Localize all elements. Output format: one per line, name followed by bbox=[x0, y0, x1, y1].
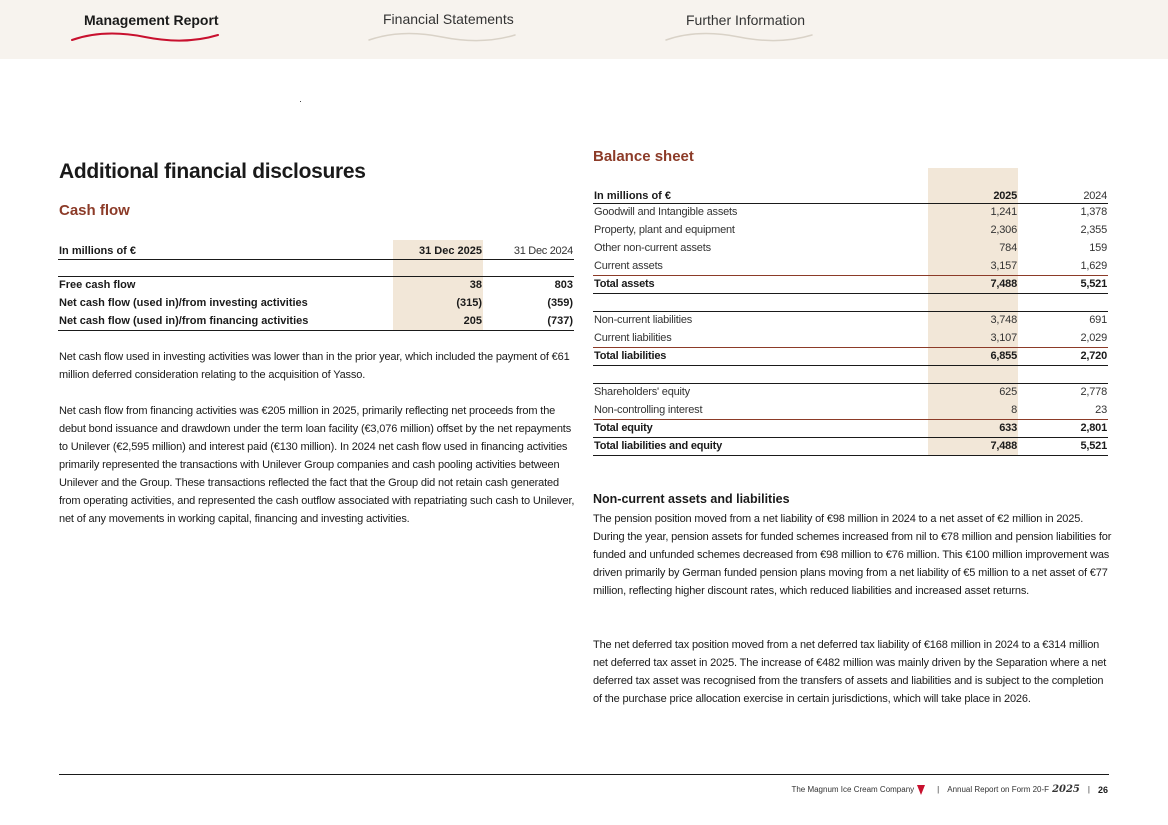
column-header-2025: 2025 bbox=[928, 168, 1018, 203]
tab-underline bbox=[367, 30, 517, 44]
row-value-2024: 23 bbox=[1095, 403, 1107, 416]
row-label: Non-current liabilities bbox=[593, 311, 928, 329]
row-label: Total liabilities and equity bbox=[593, 437, 928, 455]
tab-underline bbox=[664, 30, 814, 44]
row-value-2024: 2,029 bbox=[1080, 331, 1107, 344]
footer-separator: | bbox=[1087, 785, 1090, 794]
table-spacer-row bbox=[593, 293, 1108, 311]
row-value-2025: 3,107 bbox=[928, 329, 1018, 347]
table-header-row bbox=[58, 240, 574, 259]
tab-management-report[interactable] bbox=[84, 12, 219, 46]
row-value-2024: 2,801 bbox=[1018, 419, 1108, 437]
row-value-2024: 803 bbox=[554, 279, 573, 292]
cash-flow-table bbox=[58, 240, 574, 331]
row-value-2025: 3,748 bbox=[928, 311, 1018, 329]
row-label: Current liabilities bbox=[594, 331, 672, 344]
row-value-2024: 1,629 bbox=[1080, 259, 1107, 272]
table-total-row bbox=[593, 275, 1108, 293]
row-value-2025: 6,855 bbox=[928, 347, 1018, 365]
table-row bbox=[593, 257, 1108, 275]
table-row bbox=[593, 311, 1108, 329]
cash-flow-paragraph-investing: Net cash flow used in investing activities was lower than in the prior year, which included the payment of €61 million deferred consideration relating to the acquisition of Yasso. bbox=[59, 351, 570, 381]
column-header-2024: 31 Dec 2024 bbox=[483, 240, 574, 259]
non-current-paragraph-pension: The pension position moved from a net liability of €98 million in 2024 to a net asset of €2 million in 2025. During the year, pension assets for funded schemes increased from nil to €78 million and pension liabilities for funded and unfunded schemes decreased from €98 million to €76 million. This €100 million improvement was driven primarily by German funded pension plans moving from a net liability of €5 million to a net asset of €77 million, reflecting higher discount rates, which reduced liabilities and increased asset returns. bbox=[593, 513, 1112, 597]
row-label: Property, plant and equipment bbox=[594, 224, 735, 236]
column-header-label: In millions of € bbox=[593, 168, 928, 203]
table-row bbox=[593, 329, 1108, 347]
balance-sheet-heading: Balance sheet bbox=[593, 148, 694, 165]
footer bbox=[791, 784, 1108, 795]
table-row bbox=[593, 203, 1108, 221]
footer-divider bbox=[59, 774, 1109, 775]
table-row bbox=[593, 239, 1108, 257]
row-value-2025: 1,241 bbox=[928, 203, 1018, 221]
tab-further-information[interactable] bbox=[686, 12, 805, 46]
magnum-heart-icon bbox=[917, 785, 925, 795]
row-value-2025: 784 bbox=[928, 239, 1018, 257]
row-value-2025: (315) bbox=[393, 294, 483, 312]
column-header-2025: 31 Dec 2025 bbox=[393, 240, 483, 259]
footer-separator: | bbox=[937, 785, 940, 794]
page-number: 26 bbox=[1097, 784, 1108, 795]
row-value-2025: 633 bbox=[928, 419, 1018, 437]
row-value-2024: (359) bbox=[547, 297, 573, 309]
balance-sheet-table bbox=[593, 168, 1108, 456]
tab-financial-statements[interactable] bbox=[383, 11, 514, 45]
page-title: Additional financial disclosures bbox=[59, 160, 366, 183]
row-label: Total equity bbox=[593, 419, 928, 437]
row-value-2024: 5,521 bbox=[1018, 275, 1108, 293]
row-value-2024: 2,355 bbox=[1080, 224, 1107, 236]
row-value-2025: 8 bbox=[928, 401, 1018, 419]
tab-label: Further Information bbox=[686, 12, 806, 28]
row-value-2025: 625 bbox=[928, 383, 1018, 401]
table-row bbox=[58, 276, 574, 294]
column-header-2024: 2024 bbox=[1018, 168, 1108, 203]
active-tab-underline bbox=[70, 30, 220, 44]
row-label: Total assets bbox=[593, 275, 928, 293]
table-row bbox=[58, 294, 574, 312]
top-navigation bbox=[0, 0, 1168, 59]
row-value-2024: 5,521 bbox=[1018, 437, 1108, 455]
table-row bbox=[593, 401, 1108, 419]
row-value-2024: 2,720 bbox=[1018, 347, 1108, 365]
row-value-2025: 2,306 bbox=[928, 221, 1018, 239]
row-label: Net cash flow (used in)/from investing activities bbox=[59, 297, 308, 309]
row-value-2024: 159 bbox=[1089, 242, 1107, 254]
row-value-2024: 691 bbox=[1018, 311, 1108, 329]
stray-mark bbox=[300, 101, 301, 102]
row-label: Free cash flow bbox=[59, 279, 136, 292]
row-value-2024: (737) bbox=[483, 312, 574, 330]
row-label: Goodwill and Intangible assets bbox=[594, 206, 738, 219]
row-label: Non-controlling interest bbox=[594, 403, 703, 416]
row-label: Other non-current assets bbox=[594, 242, 711, 254]
row-value-2025: 3,157 bbox=[928, 257, 1018, 275]
row-value-2025: 7,488 bbox=[928, 437, 1018, 455]
row-value-2025: 7,488 bbox=[928, 275, 1018, 293]
row-value-2025: 205 bbox=[393, 312, 483, 330]
row-value-2024: 1,378 bbox=[1080, 206, 1107, 219]
table-total-row bbox=[593, 437, 1108, 455]
cash-flow-heading: Cash flow bbox=[59, 202, 130, 219]
table-total-row bbox=[593, 347, 1108, 365]
table-spacer-row bbox=[593, 365, 1108, 383]
footer-report: Annual Report on Form 20-F bbox=[947, 785, 1050, 794]
row-label: Current assets bbox=[594, 259, 663, 272]
cash-flow-paragraph-financing: Net cash flow from financing activities was €205 million in 2025, primarily reflecting net proceeds from the debut bond issuance and drawdown under the term loan facility (€3,076 million) offset by the net repayments to Unilever (€2,595 million) and interest paid (€130 million). In 2024 net cash flow used in financing activities primarily represented the transactions with Unilever Group companies and cash pooling activities between Unilever and the Group. These transactions reflected the fact that the Group did not retain cash generated from operating activities, and represented the cash outflow associated with repatriating such cash to Unilever, net of any movements in working capital, financing and investing activities. bbox=[59, 405, 575, 525]
row-label: Shareholders' equity bbox=[593, 383, 928, 401]
table-header-row bbox=[593, 168, 1108, 203]
table-row bbox=[58, 312, 574, 330]
footer-year: 2025 bbox=[1052, 784, 1080, 795]
table-spacer-row bbox=[58, 259, 574, 276]
tab-label: Management Report bbox=[84, 12, 219, 28]
table-row bbox=[593, 383, 1108, 401]
tab-label: Financial Statements bbox=[383, 11, 514, 27]
table-row bbox=[593, 221, 1108, 239]
row-value-2024: 2,778 bbox=[1018, 383, 1108, 401]
row-label: Net cash flow (used in)/from financing activities bbox=[58, 312, 393, 330]
non-current-heading: Non-current assets and liabilities bbox=[593, 492, 790, 506]
footer-company: The Magnum Ice Cream Company bbox=[791, 785, 915, 794]
row-label: Total liabilities bbox=[593, 347, 928, 365]
column-header-label: In millions of € bbox=[58, 240, 393, 259]
non-current-paragraph-deferred-tax: The net deferred tax position moved from a net deferred tax liability of €168 million in 2024 to a €314 million net deferred tax asset in 2025. The increase of €482 million was mainly driven by the Separation where a net deferred tax asset was recognised from the transfers of assets and liabilities and is subject to the completion of the purchase price allocation exercise in certain jurisdictions, which will take place in 2026. bbox=[593, 639, 1107, 705]
row-value-2025: 38 bbox=[393, 276, 483, 294]
table-total-row bbox=[593, 419, 1108, 437]
